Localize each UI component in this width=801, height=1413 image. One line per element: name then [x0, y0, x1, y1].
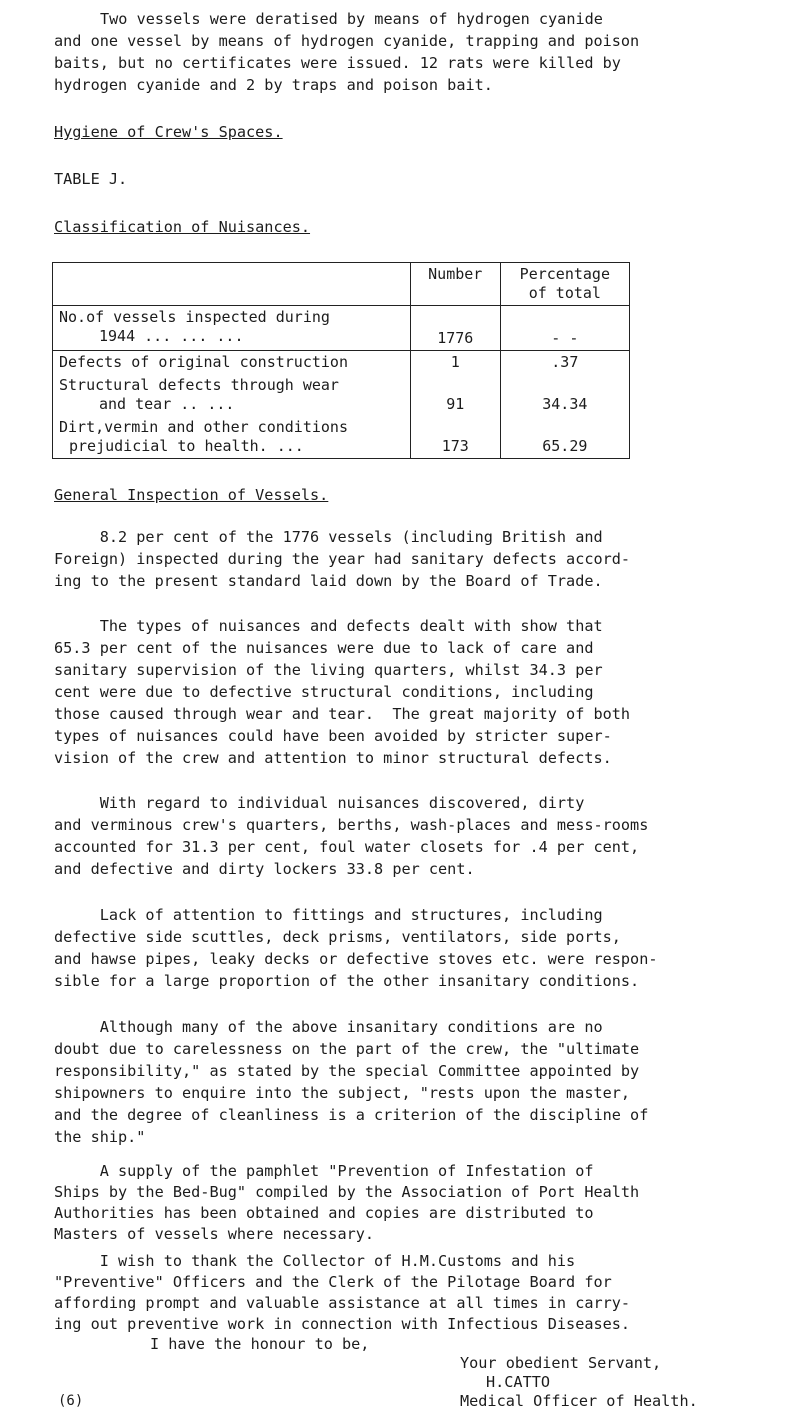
paragraph-line: "Preventive" Officers and the Clerk of the Pilotage Board for	[54, 1273, 612, 1291]
defect-label-line: prejudicial to health. ...	[69, 437, 304, 455]
defect-number: 1	[410, 351, 500, 375]
vessels-label-line: No.of vessels inspected during	[59, 308, 330, 326]
paragraph-line: responsibility," as stated by the special Committee appointed by	[54, 1062, 640, 1080]
table-row	[53, 351, 630, 375]
paragraph-line: Foreign) inspected during the year had sanitary defects accord-	[54, 550, 631, 568]
intro-line: baits, but no certificates were issued. 12 rats were killed by	[54, 54, 621, 72]
defect-label-line: Structural defects through wear	[59, 376, 339, 394]
vessels-percentage: - -	[500, 306, 629, 351]
closing-line: I have the honour to be,	[150, 1335, 370, 1353]
table-row	[53, 416, 630, 459]
paragraph-line: Authorities has been obtained and copies are distributed to	[54, 1204, 594, 1222]
vessels-label-line: 1944 ... ... ...	[99, 327, 244, 345]
paragraph-line: Although many of the above insanitary conditions are no	[54, 1018, 603, 1036]
paragraph-line: ing to the present standard laid down by the Board of Trade.	[54, 572, 603, 590]
general-inspection-heading: General Inspection of Vessels.	[54, 486, 329, 504]
nuisance-table	[52, 262, 630, 459]
paragraph-line: shipowners to enquire into the subject, "rests upon the master,	[54, 1084, 631, 1102]
paragraph-line: types of nuisances could have been avoided by stricter super-	[54, 727, 612, 745]
signature-name: H.CATTO	[486, 1373, 551, 1391]
paragraph-line: doubt due to carelessness on the part of the crew, the "ultimate	[54, 1040, 640, 1058]
table-header-description	[53, 263, 411, 306]
paragraph-line: the ship."	[54, 1128, 146, 1146]
classification-heading: Classification of Nuisances.	[54, 218, 311, 236]
paragraph-line: and hawse pipes, leaky decks or defective stoves etc. were respon-	[54, 950, 658, 968]
paragraph-line: Ships by the Bed-Bug" compiled by the Association of Port Health	[54, 1183, 640, 1201]
table-row-vessels	[53, 306, 630, 351]
paragraph-line: affording prompt and valuable assistance at all times in carry-	[54, 1294, 631, 1312]
defect-label	[53, 416, 411, 459]
page-number: (6)	[58, 1393, 84, 1409]
paragraph-line: A supply of the pamphlet "Prevention of Infestation of	[54, 1162, 594, 1180]
vessels-number: 1776	[410, 306, 500, 351]
table-header-row	[53, 263, 630, 306]
defect-label	[53, 351, 411, 375]
defect-number: 91	[410, 374, 500, 416]
defect-percentage: .37	[500, 351, 629, 375]
defect-number: 173	[410, 416, 500, 459]
defect-label	[53, 374, 411, 416]
paragraph-line: and defective and dirty lockers 33.8 per cent.	[54, 860, 475, 878]
table-row	[53, 374, 630, 416]
defect-label-line: Defects of original construction	[59, 353, 348, 371]
table-header-percentage: Percentage of total	[500, 263, 629, 306]
paragraph-line: and verminous crew's quarters, berths, wash-places and mess-rooms	[54, 816, 649, 834]
defect-percentage: 65.29	[500, 416, 629, 459]
paragraph-line: 65.3 per cent of the nuisances were due to lack of care and	[54, 639, 594, 657]
paragraph-line: cent were due to defective structural conditions, including	[54, 683, 594, 701]
vessels-label	[53, 306, 411, 351]
paragraph-line: defective side scuttles, deck prisms, ventilators, side ports,	[54, 928, 621, 946]
paragraph-line: sanitary supervision of the living quarters, whilst 34.3 per	[54, 661, 603, 679]
intro-line: hydrogen cyanide and 2 by traps and poison bait.	[54, 76, 493, 94]
paragraph-line: and the degree of cleanliness is a criterion of the discipline of	[54, 1106, 649, 1124]
paragraph-line: sible for a large proportion of the other insanitary conditions.	[54, 972, 640, 990]
table-header-number: Number	[410, 263, 500, 306]
paragraph-line: ing out preventive work in connection with Infectious Diseases.	[54, 1315, 631, 1333]
paragraph-line: vision of the crew and attention to minor structural defects.	[54, 749, 612, 767]
signature-title: Medical Officer of Health.	[460, 1392, 698, 1410]
intro-line: Two vessels were deratised by means of hydrogen cyanide	[100, 10, 603, 28]
table-label: TABLE J.	[54, 170, 128, 188]
defect-label-line: and tear .. ...	[99, 395, 235, 413]
paragraph-line: I wish to thank the Collector of H.M.Customs and his	[54, 1252, 576, 1270]
defect-percentage: 34.34	[500, 374, 629, 416]
hygiene-heading: Hygiene of Crew's Spaces.	[54, 123, 283, 141]
intro-line: and one vessel by means of hydrogen cyanide, trapping and poison	[54, 32, 640, 50]
paragraph-line: 8.2 per cent of the 1776 vessels (including British and	[54, 528, 603, 546]
defect-label-line: Dirt,vermin and other conditions	[59, 418, 348, 436]
paragraph-line: The types of nuisances and defects dealt with show that	[54, 617, 603, 635]
closing-line: Your obedient Servant,	[460, 1354, 662, 1372]
paragraph-line: With regard to individual nuisances discovered, dirty	[54, 794, 585, 812]
paragraph-line: Masters of vessels where necessary.	[54, 1225, 375, 1243]
paragraph-line: Lack of attention to fittings and structures, including	[54, 906, 603, 924]
paragraph-line: accounted for 31.3 per cent, foul water closets for .4 per cent,	[54, 838, 640, 856]
paragraph-line: those caused through wear and tear. The great majority of both	[54, 705, 631, 723]
